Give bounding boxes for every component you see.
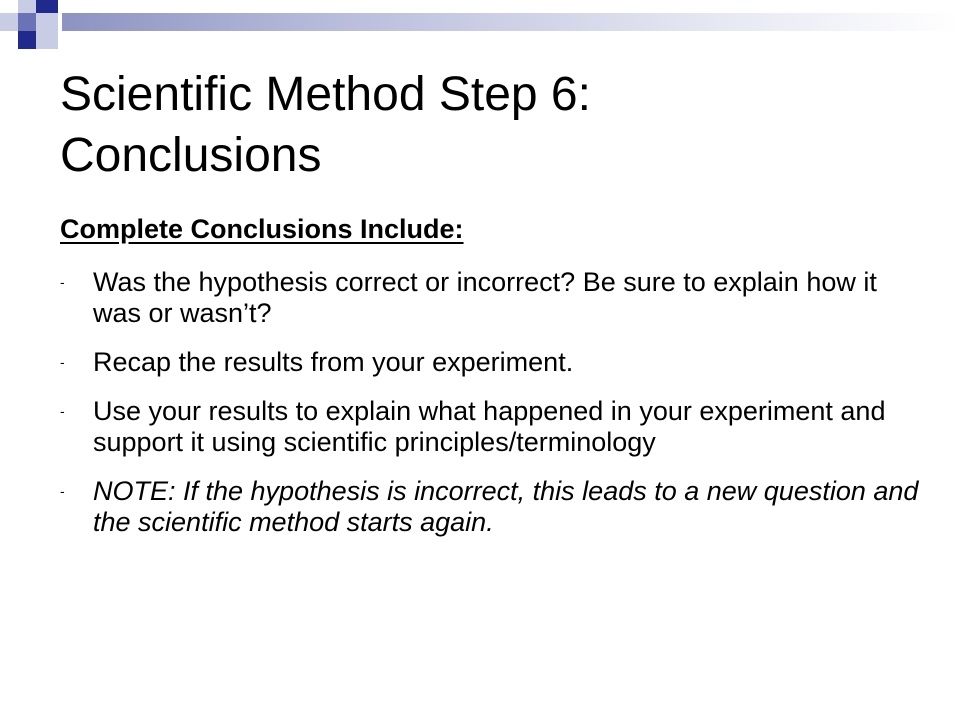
decorative-square — [18, 0, 36, 13]
decorative-square — [36, 31, 58, 49]
decorative-square — [36, 13, 58, 31]
dash-bullet-icon: - — [60, 403, 65, 419]
dash-bullet-icon: - — [60, 354, 65, 370]
decorative-square — [18, 13, 36, 31]
slide-title-line: Scientific Method Step 6: — [60, 68, 591, 121]
slide-body — [60, 211, 930, 556]
bullet-text: Recap the results from your experiment. — [93, 347, 574, 377]
bullet-item — [60, 347, 930, 378]
bullet-item — [60, 396, 930, 458]
dash-bullet-icon: - — [60, 483, 65, 499]
dash-bullet-icon: - — [60, 274, 65, 290]
bullet-text: Was the hypothesis correct or incorrect? Be sure to explain how it was or wasn’t? — [93, 267, 877, 328]
slide-title-line: Conclusions — [60, 129, 322, 182]
decorative-square — [0, 13, 18, 31]
decorative-header — [0, 0, 960, 60]
subheading: Complete Conclusions Include: — [60, 214, 464, 244]
slide-title — [60, 64, 920, 186]
bullet-text: Use your results to explain what happened in your experiment and support it using scientific principles/terminology — [93, 396, 886, 457]
bullet-item — [60, 267, 930, 329]
bullet-text: NOTE: If the hypothesis is incorrect, this leads to a new question and the scientific method starts again. — [93, 476, 919, 537]
decorative-square — [36, 0, 58, 13]
decorative-gradient-bar — [62, 13, 960, 31]
bullet-item — [60, 476, 930, 538]
decorative-square — [18, 31, 36, 49]
bullet-list — [60, 267, 930, 538]
